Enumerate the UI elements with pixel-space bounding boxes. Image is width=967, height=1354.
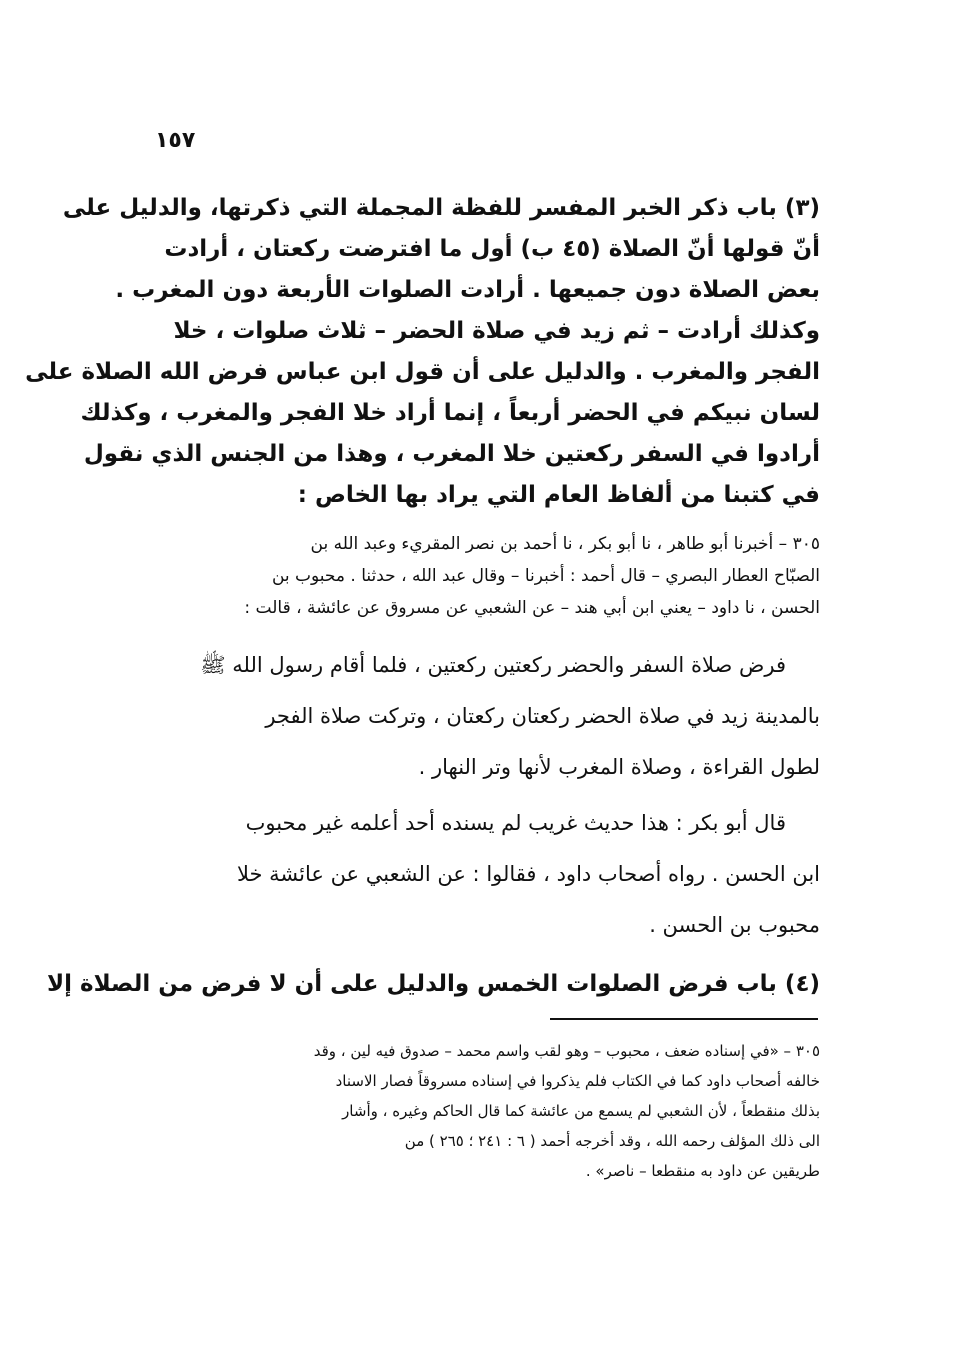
chapter-4-line-1: (٤) باب فرض الصلوات الخمس والدليل على أن لا فرض من الصلاة إلا bbox=[46, 971, 820, 997]
chapter-3-line-2: أنّ قولها أنّ الصلاة (٤٥ ب) أول ما افترضت ركعتان ، أرادت bbox=[164, 236, 820, 262]
chapter-3-line-4: وكذلك أرادت – ثم زيد في صلاة الحضر – ثلاث صلوات ، خلا bbox=[173, 318, 820, 344]
footnote-line-2: خالفه أصحاب داود كما في الكتاب فلم يذكروا في إسناده مسروقاً فصار الاسناد bbox=[335, 1072, 820, 1090]
chain-line-1: ٣٠٥ – أخبرنا أبو طاهر ، نا أبو بكر ، نا أحمد بن نصر المقريء وعبد الله بن bbox=[310, 534, 820, 554]
hadith-line-2: بالمدينة زيد في صلاة الحضر ركعتان ركعتان ، وتركت صلاة الفجر bbox=[265, 704, 820, 728]
chain-line-3: الحسن ، نا داود – يعني ابن أبي هند – عن الشعبي عن مسروق عن عائشة ، قالت : bbox=[244, 598, 820, 618]
hadith-305-chain bbox=[150, 528, 820, 624]
footnote-divider bbox=[550, 1018, 818, 1020]
footnote-line-4: الى ذلك المؤلف رحمه الله ، وقد أخرجه أحمد ( ٦ : ٢٤١ ؛ ٢٦٥ ) من bbox=[404, 1132, 820, 1150]
hadith-line-1: فرض صلاة السفر والحضر ركعتين ركعتين ، فلما أقام رسول الله ﷺ bbox=[200, 653, 786, 677]
footnote-line-5: طريقين عن داود به منقطعا – ناصر» . bbox=[585, 1162, 820, 1180]
chapter-3-heading bbox=[25, 188, 820, 516]
footnote-305 bbox=[150, 1036, 820, 1186]
comment-line-1: قال أبو بكر : هذا حديث غريب لم يسنده أحد أعلمه غير محبوب bbox=[245, 811, 786, 835]
hadith-line-3: لطول القراءة ، وصلاة المغرب لأنها وتر النهار . bbox=[418, 755, 820, 779]
author-comment bbox=[150, 798, 820, 951]
chapter-3-line-8: في كتبنا من ألفاظ العام التي يراد بها الخاص : bbox=[297, 482, 820, 508]
hadith-305-text bbox=[150, 640, 820, 793]
chapter-3-line-6: لسان نبيكم في الحضر أربعاً ، إنما أراد خلا الفجر والمغرب ، وكذلك bbox=[80, 400, 820, 426]
chapter-4-heading bbox=[46, 964, 820, 1004]
comment-line-3: محبوب بن الحسن . bbox=[649, 913, 820, 937]
chain-line-2: الصبّاح العطار البصري – قال أحمد : أخبرنا – وقال عبد الله ، حدثنا . محبوب بن bbox=[271, 566, 820, 586]
chapter-3-line-3: بعض الصلاة دون جميعها . أرادت الصلوات الأربعة دون المغرب . bbox=[115, 277, 820, 303]
footnote-line-3: بذلك منقطعاً ، لأن الشعبي لم يسمع من عائشة كما قال الحاكم وغيره ، وأشار bbox=[342, 1102, 820, 1120]
chapter-3-line-7: أرادوا في السفر ركعتين خلا المغرب ، وهذا من الجنس الذي نقول bbox=[83, 441, 820, 467]
page-number: ١٥٧ bbox=[155, 128, 196, 153]
footnote-line-1: ٣٠٥ – «في إسناده ضعف ، محبوب – وهو لقب واسم محمد – صدوق فيه لين ، وقد bbox=[313, 1042, 820, 1060]
comment-line-2: ابن الحسن . رواه أصحاب داود ، فقالوا : عن الشعبي عن عائشة خلا bbox=[236, 862, 820, 886]
chapter-3-line-5: الفجر والمغرب . والدليل على أن قول ابن عباس فرض الله الصلاة على bbox=[25, 359, 820, 385]
chapter-3-line-1: (٣) باب ذكر الخبر المفسر للفظة المجملة التي ذكرتها، والدليل على bbox=[62, 195, 820, 221]
